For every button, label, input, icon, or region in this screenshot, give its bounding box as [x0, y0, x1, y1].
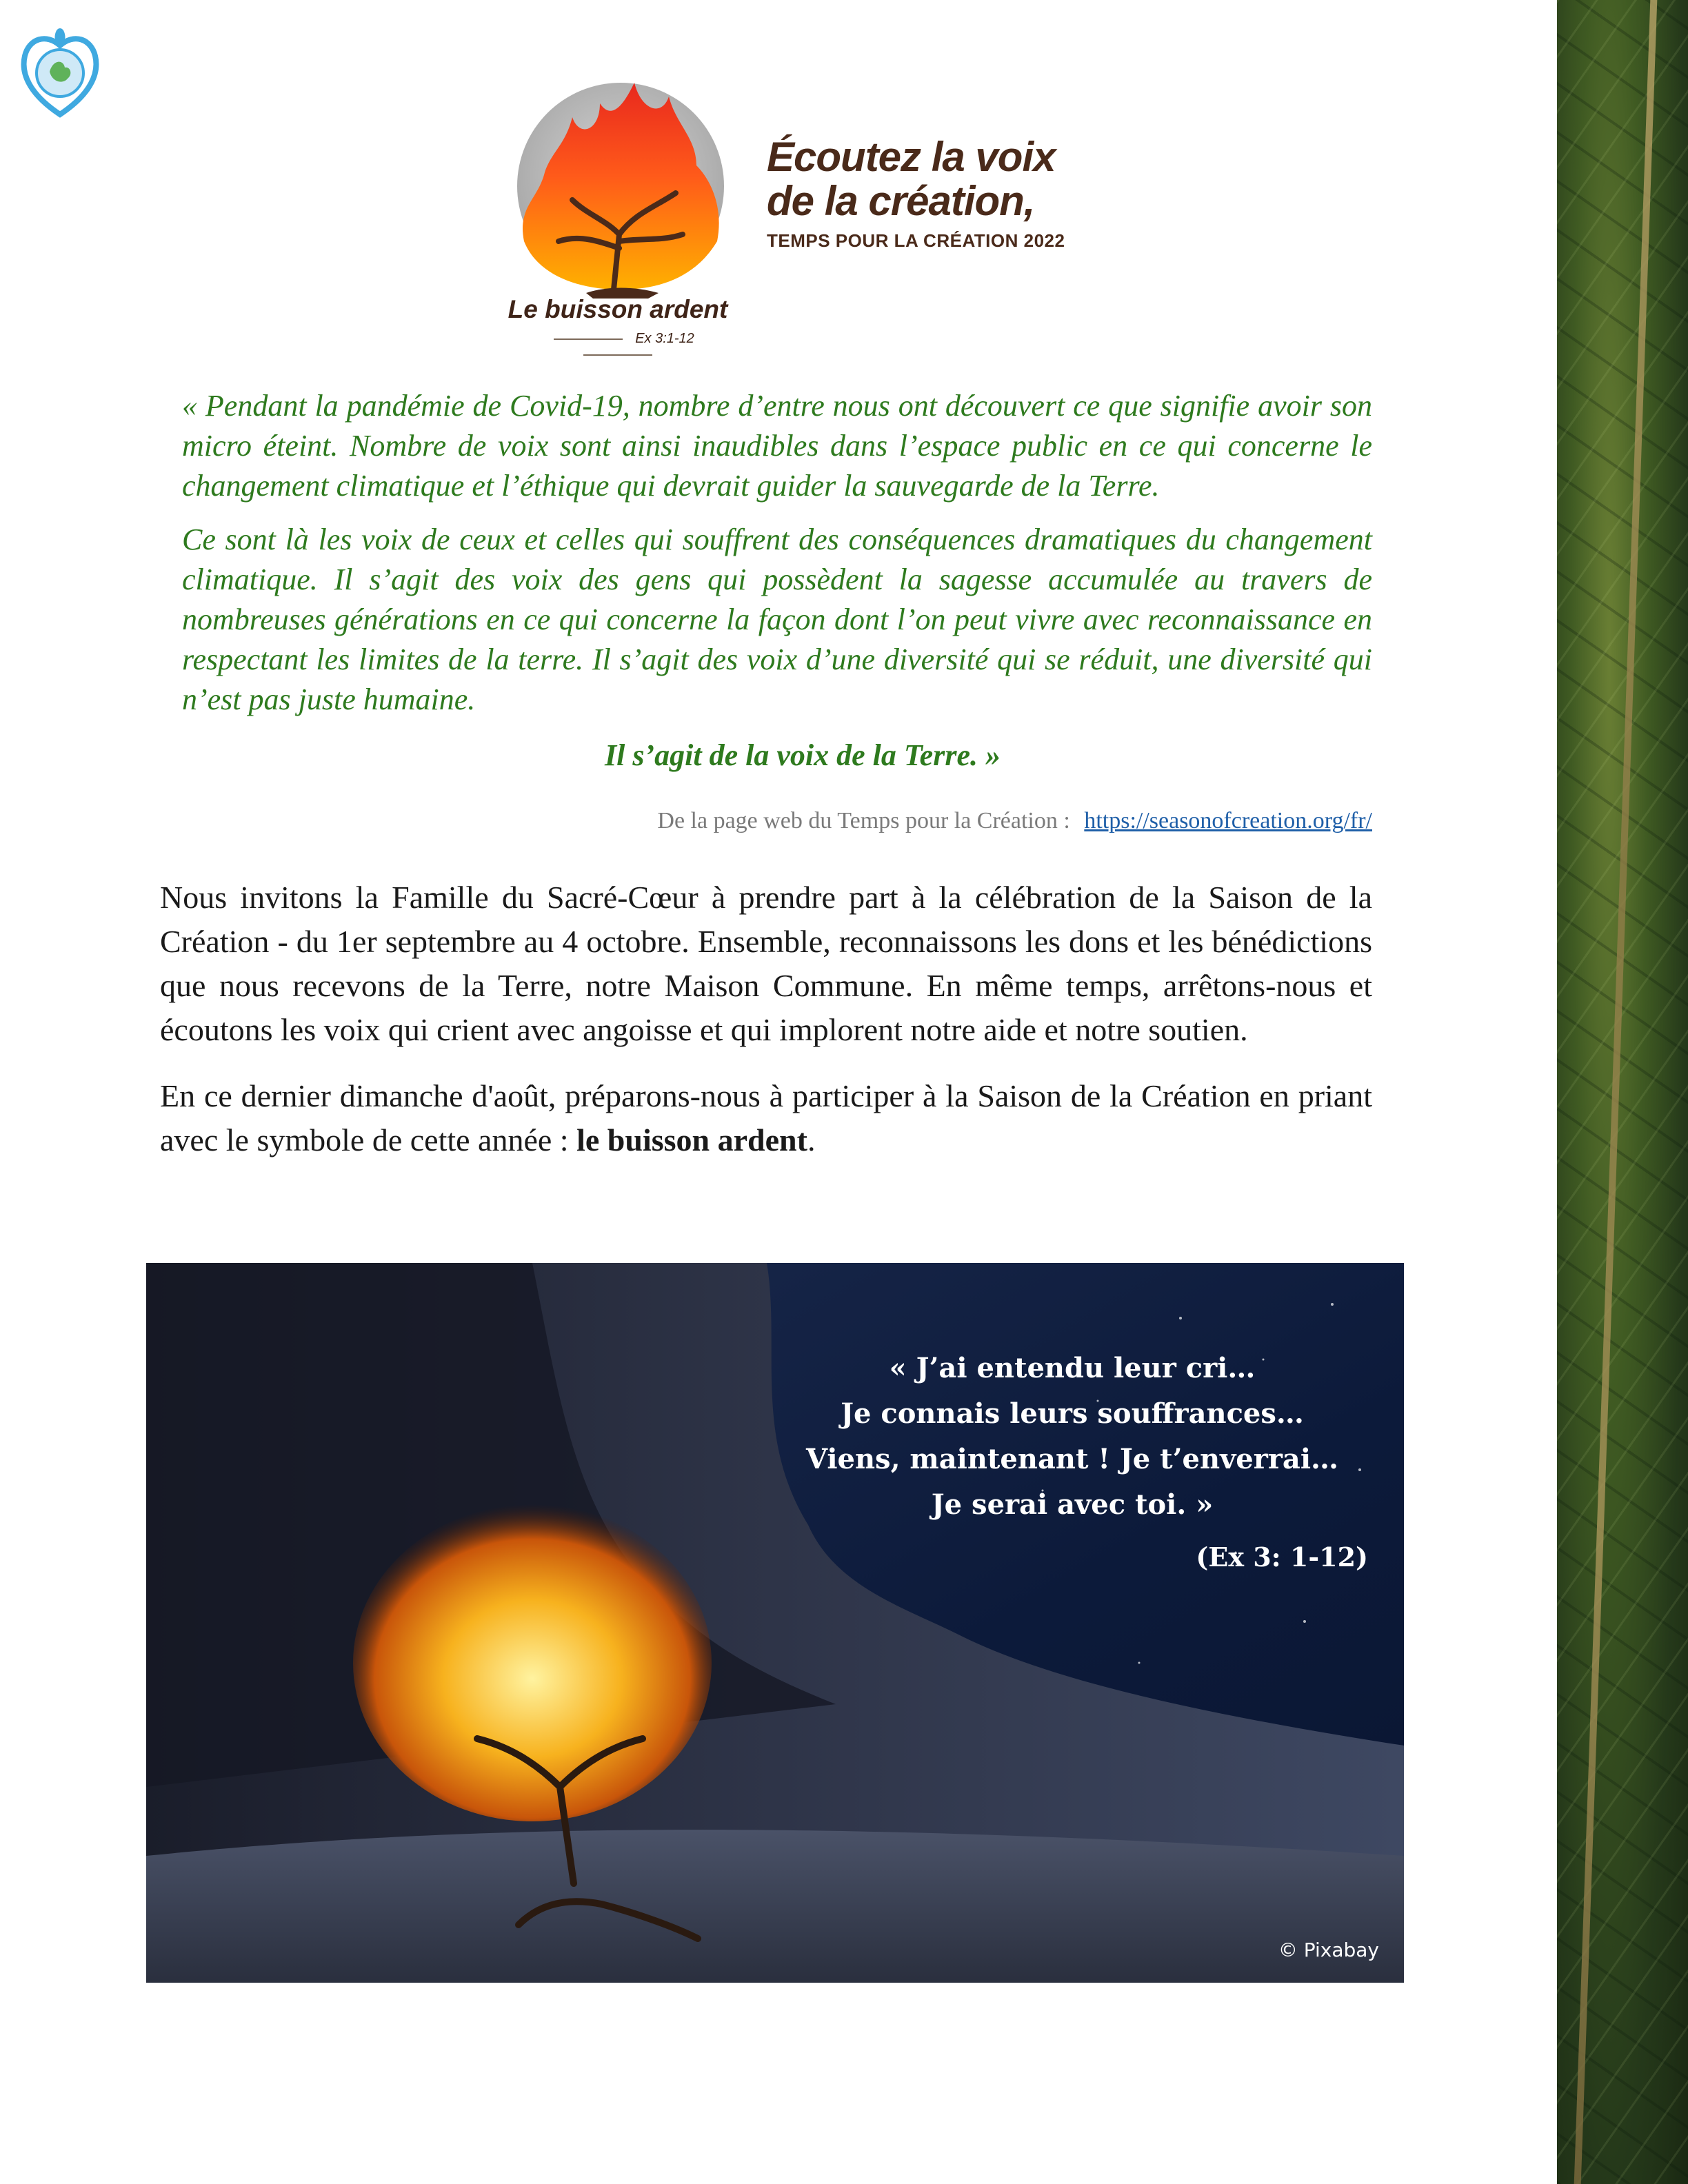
scene-quote-line-3: Viens, maintenant ! Je t’enverrai…	[805, 1443, 1339, 1475]
leaf-vein	[1574, 0, 1658, 2184]
bush-reference	[501, 331, 735, 363]
bush-reference-text: Ex 3:1-12	[635, 331, 694, 346]
image-credit: © Pixabay	[1278, 1939, 1379, 1961]
slogan-line-1: Écoutez la voix	[767, 134, 1056, 180]
slogan-subtitle: TEMPS POUR LA CRÉATION 2022	[767, 230, 1065, 251]
scene-reference: (Ex 3: 1-12)	[1196, 1541, 1368, 1573]
slogan-line-2: de la création,	[767, 178, 1035, 224]
source-line	[182, 808, 1372, 834]
body-paragraph-2-text: En ce dernier dimanche d'août, préparons-nous à participer à la Saison de la Création en priant avec le symbole de cette année :	[160, 1078, 1372, 1157]
quote-paragraph-2: Ce sont là les voix de ceux et celles qui souffrent des conséquences dramatiques du changement climatique. Il s’agit des voix des gens qui possèdent la sagesse accumulée au travers de nombreuses générations en ce qui concerne la façon dont l’on peut vivre avec reconnaissance en respectant les limites de la terre. Il s’agit des voix d’une diversité qui se réduit, une diversité qui n’est pas juste humaine.	[182, 523, 1372, 716]
scene-quote	[779, 1346, 1365, 1528]
leaf-background-panel	[1557, 0, 1688, 2184]
quote-paragraph-1: « Pendant la pandémie de Covid-19, nombre d’entre nous ont découvert ce que signifie avoir son micro éteint. Nombre de voix sont ainsi inaudibles dans l’espace public en ce qui concerne le changement climatique et l’éthique qui devrait guider la sauvegarde de la Terre.	[182, 389, 1372, 503]
source-label: De la page web du Temps pour la Création :	[657, 808, 1070, 833]
body-paragraph-2-bold: le buisson ardent	[576, 1122, 807, 1157]
body-paragraph-2	[160, 1074, 1372, 1162]
bush-title: Le buisson ardent	[508, 295, 728, 323]
earth-heart-logo-icon	[15, 18, 105, 121]
body-text	[160, 876, 1372, 1184]
body-paragraph-2-end: .	[807, 1122, 816, 1157]
source-link[interactable]: https://seasonofcreation.org/fr/	[1084, 808, 1372, 833]
slogan-block	[767, 135, 1125, 252]
quote-block	[182, 386, 1372, 734]
scene-quote-line-2: Je connais leurs souffrances…	[841, 1397, 1304, 1430]
quote-closing: Il s’agit de la voix de la Terre. »	[605, 738, 1001, 772]
scene-quote-line-4: Je serai avec toi. »	[931, 1488, 1214, 1521]
scene-quote-line-1: « J’ai entendu leur cri…	[889, 1352, 1256, 1384]
body-paragraph-1: Nous invitons la Famille du Sacré-Cœur à prendre part à la célébration de la Saison de la Création - du 1er septembre au 4 octobre. Ensemble, reconnaissons les dons et les bénédictions que nous recevons de la Terre, notre Maison Commune. En même temps, arrêtons-nous et écoutons les voix qui crient avec angoisse et qui implorent notre aide et notre soutien.	[160, 880, 1372, 1047]
